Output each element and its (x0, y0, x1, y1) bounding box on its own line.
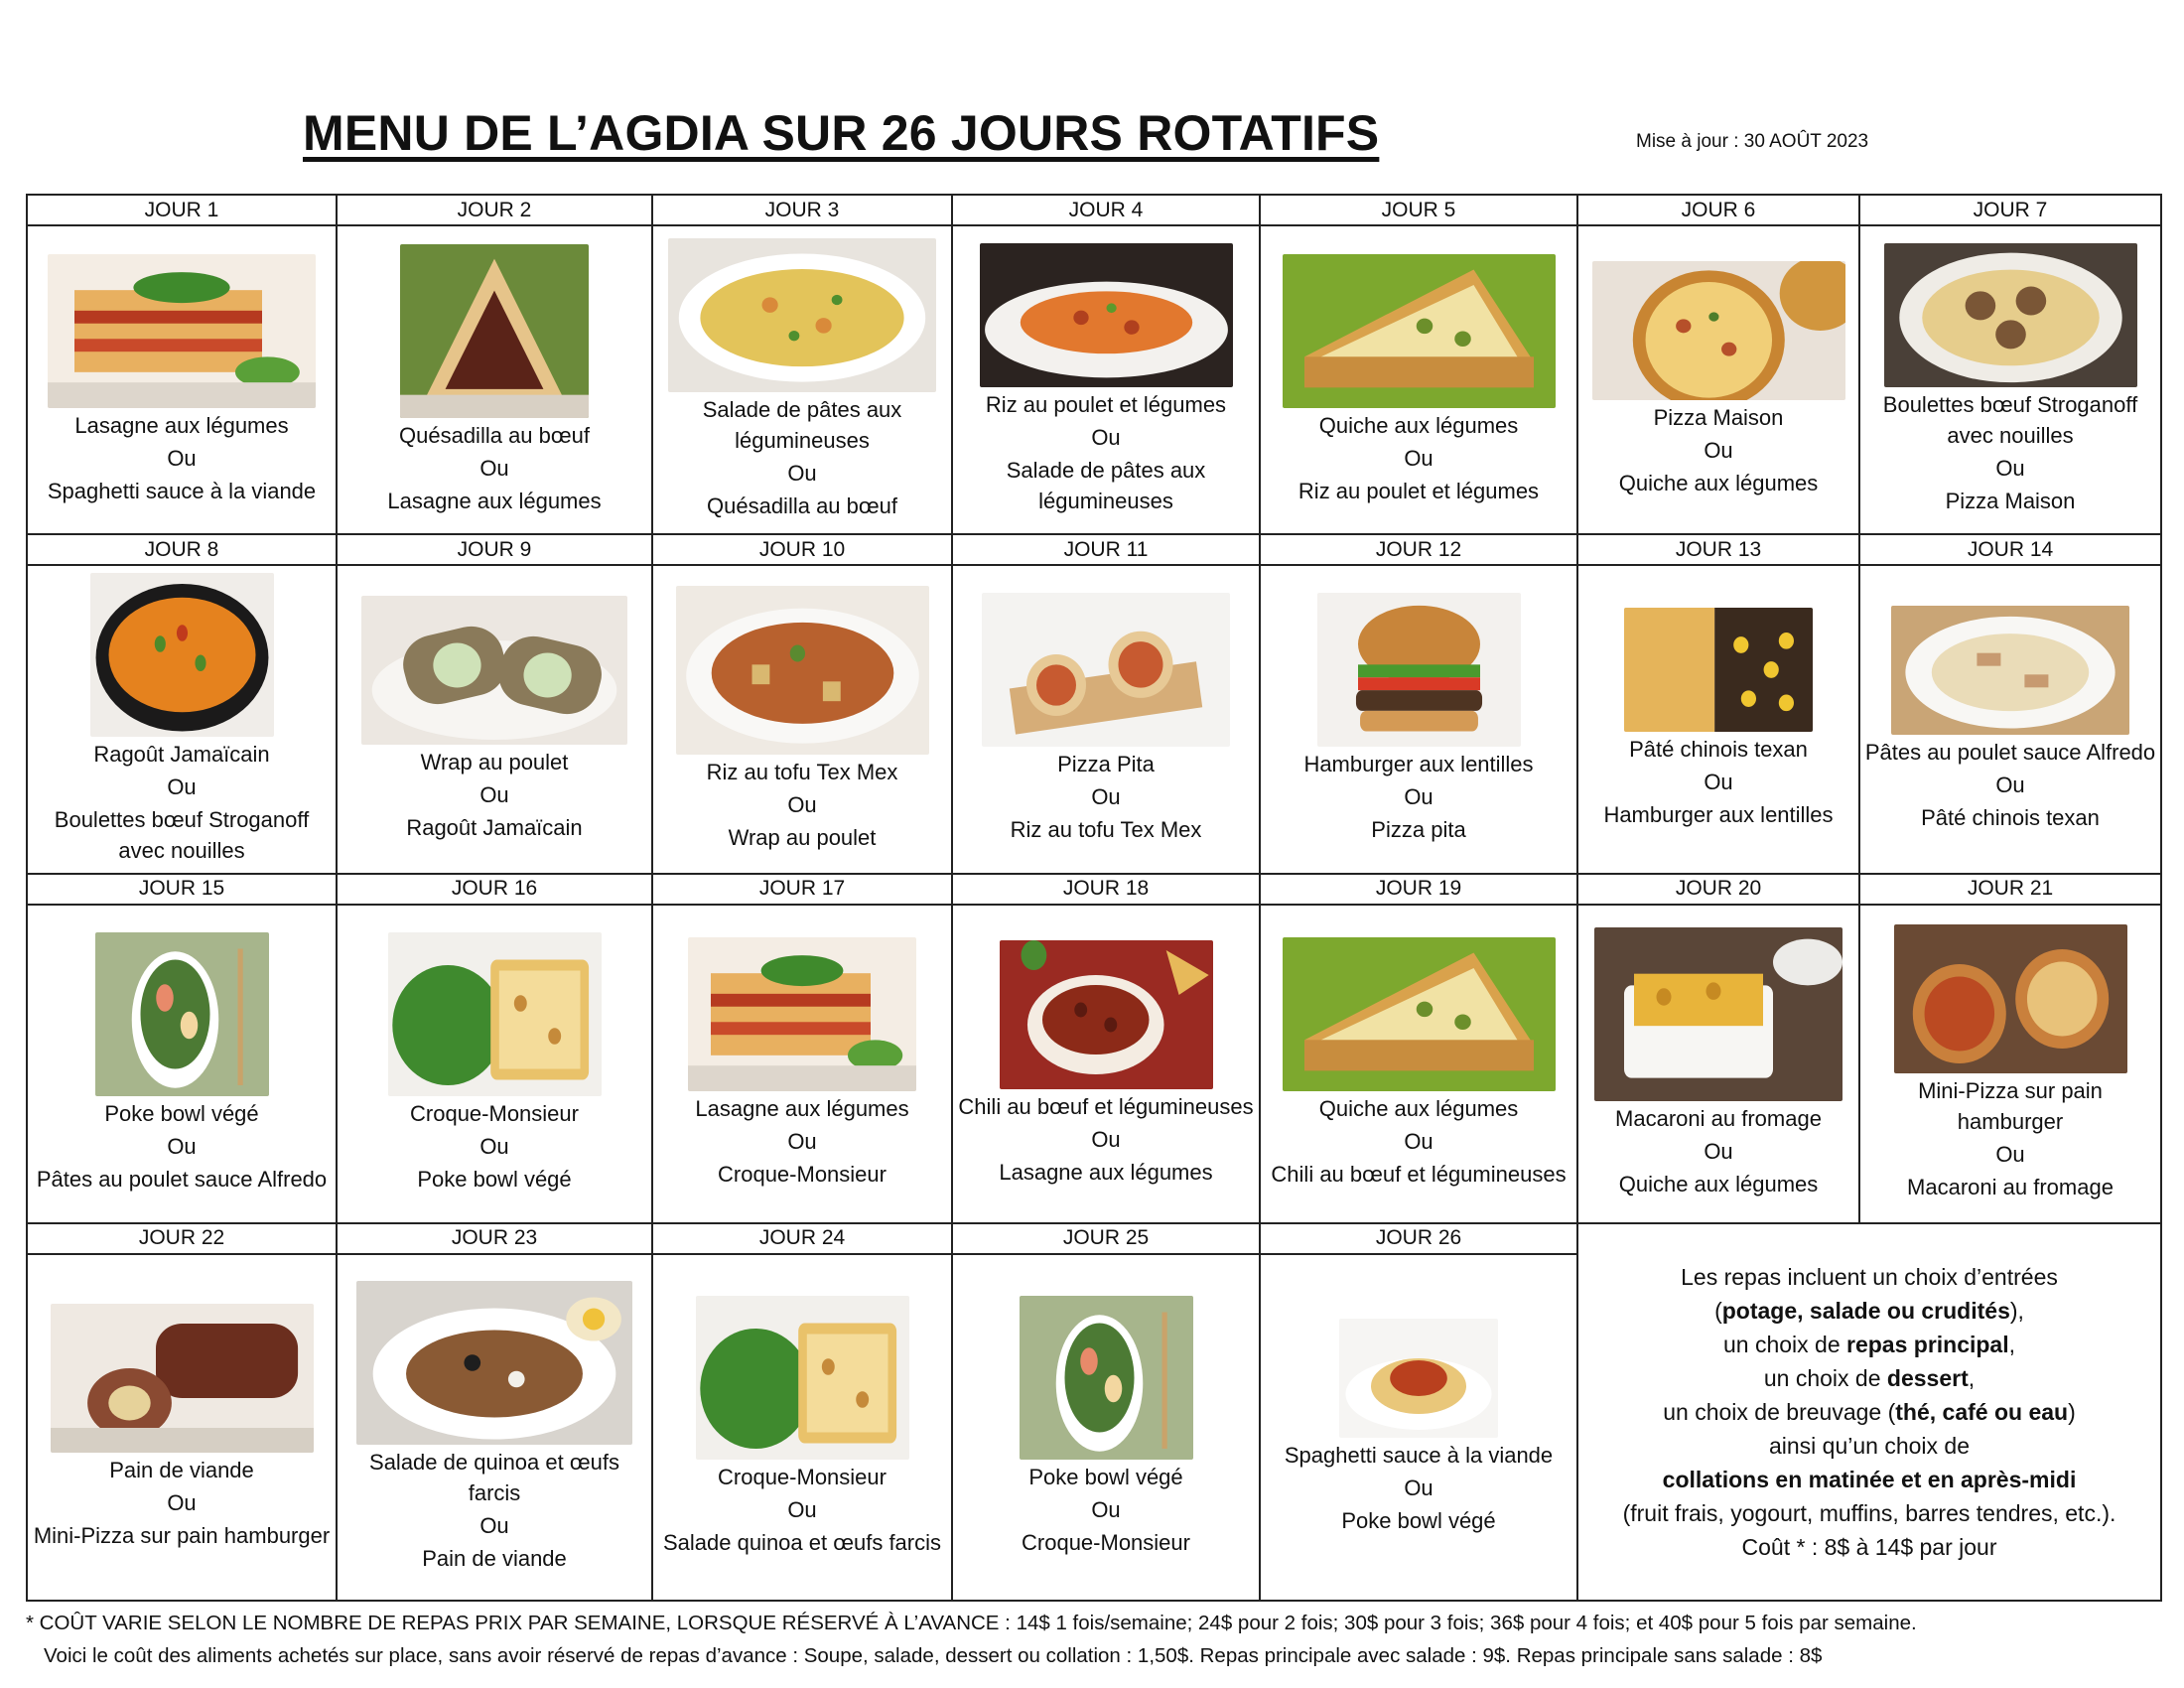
day-cell (1577, 225, 1859, 534)
or-label: Ou (167, 445, 197, 471)
day-label: JOUR 16 (337, 874, 652, 905)
pasta-salad-photo (668, 238, 936, 392)
day-cell (27, 225, 337, 534)
croque-photo (388, 932, 602, 1096)
dish-option-2: Quésadilla au bœuf (707, 493, 897, 519)
meal-info-box (1577, 1223, 2161, 1601)
dish-option-2: Chili au bœuf et légumineuses (1271, 1162, 1567, 1188)
chicken-rice-photo (980, 243, 1233, 387)
update-date: Mise à jour : 30 AOÛT 2023 (1636, 131, 1869, 152)
alfredo-photo (1891, 606, 2129, 735)
dish-option-2: Pâté chinois texan (1921, 804, 2100, 830)
dish-option-2: Mini-Pizza sur pain hamburger (33, 1522, 331, 1548)
or-label: Ou (479, 455, 509, 481)
day-label: JOUR 25 (952, 1223, 1260, 1254)
quiche-photo (1283, 254, 1556, 408)
dish-option-1: Lasagne aux légumes (695, 1096, 909, 1122)
dish-option-1: Hamburger aux lentilles (1303, 752, 1534, 777)
day-label: JOUR 22 (27, 1223, 337, 1254)
dish-option-1: Chili au bœuf et légumineuses (958, 1093, 1254, 1119)
day-cell (652, 565, 952, 874)
or-label: Ou (167, 774, 197, 799)
tofu-rice-photo (676, 586, 929, 755)
pita-pizza-photo (982, 593, 1230, 747)
pizza-photo (1592, 261, 1845, 400)
poke-bowl-photo (95, 932, 269, 1096)
info-line: un choix de breuvage (thé, café ou eau) (1663, 1398, 2076, 1425)
info-line: (potage, salade ou crudités), (1714, 1297, 2024, 1324)
info-line: un choix de dessert, (1763, 1364, 1976, 1391)
dish-option-2: Croque-Monsieur (718, 1162, 887, 1188)
day-label: JOUR 20 (1577, 874, 1859, 905)
day-label: JOUR 21 (1859, 874, 2161, 905)
or-label: Ou (1091, 784, 1121, 810)
day-label: JOUR 14 (1859, 534, 2161, 565)
or-label: Ou (1995, 1142, 2025, 1168)
poke-bowl-photo (1020, 1296, 1193, 1460)
day-cell (337, 905, 652, 1223)
dish-option-1: Poke bowl végé (104, 1101, 259, 1127)
page-title: MENU DE L’AGDIA SUR 26 JOURS ROTATIFS (303, 105, 1380, 161)
or-label: Ou (787, 461, 817, 487)
or-label: Ou (479, 781, 509, 807)
info-line: ainsi qu’un choix de (1768, 1432, 1971, 1459)
dish-option-1: Quésadilla au bœuf (399, 422, 590, 448)
day-cell (337, 1254, 652, 1601)
dish-option-2: Lasagne aux légumes (387, 488, 602, 513)
day-label: JOUR 12 (1260, 534, 1577, 565)
lasagna-photo (688, 937, 916, 1091)
day-cell (952, 905, 1260, 1223)
or-label: Ou (1404, 1129, 1433, 1155)
dish-option-2: Pâtes au poulet sauce Alfredo (36, 1167, 328, 1193)
dish-option-1: Salade de quinoa et œufs farcis (369, 1449, 619, 1505)
day-cell (27, 905, 337, 1223)
day-cell (1859, 565, 2161, 874)
or-label: Ou (1404, 1475, 1433, 1500)
quiche-photo (1283, 937, 1556, 1091)
dish-option-2: Riz au poulet et légumes (1297, 478, 1540, 503)
info-line: (fruit frais, yogourt, muffins, barres tendres, etc.). (1622, 1499, 2116, 1526)
or-label: Ou (787, 1497, 817, 1523)
day-label: JOUR 13 (1577, 534, 1859, 565)
footer-line-2: Voici le coût des aliments achetés sur place, sans avoir réservé de repas d’avance : Soupe, salade, dessert ou collation : 1,50$. Repas principale avec salade : 9$. Repas principale sans salade : 8$ (44, 1644, 1823, 1667)
dish-option-2: Macaroni au fromage (1907, 1175, 2114, 1200)
or-label: Ou (1091, 1497, 1121, 1523)
dish-option-1: Boulettes bœuf Stroganoff avec nouilles (1882, 392, 2138, 449)
day-cell (952, 225, 1260, 534)
dish-option-2: Riz au tofu Tex Mex (1010, 817, 1202, 843)
day-label: JOUR 23 (337, 1223, 652, 1254)
quinoa-salad-photo (356, 1281, 632, 1445)
dish-option-1: Salade de pâtes aux légumineuses (702, 397, 902, 454)
day-cell (952, 1254, 1260, 1601)
info-line: Les repas incluent un choix d’entrées (1681, 1263, 2058, 1290)
day-cell (652, 225, 952, 534)
meatloaf-photo (51, 1304, 314, 1453)
dish-option-2: Ragoût Jamaïcain (406, 814, 583, 840)
day-label: JOUR 17 (652, 874, 952, 905)
or-label: Ou (1995, 456, 2025, 482)
or-label: Ou (1704, 770, 1733, 795)
dish-option-2: Pizza pita (1371, 817, 1466, 843)
day-cell (652, 1254, 952, 1601)
wrap-photo (361, 596, 627, 745)
day-label: JOUR 10 (652, 534, 952, 565)
dish-option-2: Croque-Monsieur (1022, 1530, 1190, 1556)
or-label: Ou (1995, 772, 2025, 797)
day-label: JOUR 7 (1859, 195, 2161, 225)
or-label: Ou (167, 1134, 197, 1160)
day-label: JOUR 5 (1260, 195, 1577, 225)
day-label: JOUR 4 (952, 195, 1260, 225)
dish-option-1: Pizza Pita (1057, 752, 1155, 777)
dish-option-1: Quiche aux légumes (1318, 1096, 1519, 1122)
day-cell (337, 565, 652, 874)
or-label: Ou (1091, 1126, 1121, 1152)
day-cell (1260, 1254, 1577, 1601)
dish-option-1: Wrap au poulet (420, 749, 569, 774)
day-cell (27, 1254, 337, 1601)
day-label: JOUR 6 (1577, 195, 1859, 225)
dish-option-2: Poke bowl végé (1341, 1507, 1496, 1533)
dish-option-1: Pâté chinois texan (1629, 737, 1808, 763)
day-label: JOUR 26 (1260, 1223, 1577, 1254)
dish-option-1: Spaghetti sauce à la viande (1284, 1442, 1554, 1468)
dish-option-2: Pizza Maison (1945, 489, 2076, 514)
day-label: JOUR 15 (27, 874, 337, 905)
meatballs-noodles-photo (1884, 243, 2137, 387)
day-label: JOUR 1 (27, 195, 337, 225)
dish-option-1: Poke bowl végé (1028, 1465, 1183, 1490)
dish-option-1: Pizza Maison (1653, 405, 1784, 431)
info-line: collations en matinée et en après-midi (1662, 1466, 2077, 1492)
day-cell (1260, 905, 1577, 1223)
dish-option-2: Wrap au poulet (728, 824, 877, 850)
day-cell (1260, 225, 1577, 534)
spaghetti-photo (1339, 1319, 1498, 1438)
day-cell (27, 565, 337, 874)
dish-option-2: Boulettes bœuf Stroganoff avec nouilles (54, 806, 310, 863)
day-label: JOUR 2 (337, 195, 652, 225)
day-label: JOUR 3 (652, 195, 952, 225)
dish-option-2: Lasagne aux légumes (999, 1159, 1213, 1185)
stew-photo (90, 573, 274, 737)
dish-option-1: Macaroni au fromage (1615, 1106, 1822, 1132)
lasagna-photo (48, 254, 316, 408)
dish-option-1: Riz au tofu Tex Mex (706, 759, 898, 784)
dish-option-1: Quiche aux légumes (1318, 412, 1519, 438)
dish-option-2: Salade de pâtes aux légumineuses (1006, 458, 1206, 514)
dish-option-1: Ragoût Jamaïcain (93, 741, 270, 767)
pricing-footer (26, 1607, 1917, 1672)
quesadilla-photo (400, 244, 589, 418)
day-label: JOUR 9 (337, 534, 652, 565)
day-cell (1260, 565, 1577, 874)
day-cell (1859, 905, 2161, 1223)
dish-option-2: Quiche aux légumes (1618, 471, 1819, 496)
or-label: Ou (787, 791, 817, 817)
or-label: Ou (1091, 425, 1121, 451)
or-label: Ou (167, 1489, 197, 1515)
day-label: JOUR 8 (27, 534, 337, 565)
info-cost: Coût * : 8$ à 14$ par jour (1741, 1533, 1997, 1560)
dish-option-2: Quiche aux légumes (1618, 1172, 1819, 1197)
mac-cheese-photo (1594, 927, 1843, 1101)
footer-line-1: * COÛT VARIE SELON LE NOMBRE DE REPAS PRIX PAR SEMAINE, LORSQUE RÉSERVÉ À L’AVANCE : 14$ 1 fois/semaine; 24$ pour 2 fois; 30$ pour 3 fois; 36$ pour 4 fois; et 40$ pour 5 fois par semaine. (26, 1612, 1917, 1634)
dish-option-1: Pain de viande (109, 1457, 254, 1482)
dish-option-1: Pâtes au poulet sauce Alfredo (1864, 739, 2156, 765)
or-label: Ou (1704, 438, 1733, 464)
menu-table (26, 194, 2162, 1602)
burger-photo (1317, 593, 1521, 747)
day-cell (1577, 565, 1859, 874)
dish-option-1: Lasagne aux légumes (74, 412, 289, 438)
dish-option-1: Riz au poulet et légumes (985, 392, 1227, 418)
or-label: Ou (1704, 1139, 1733, 1165)
shepherds-pie-photo (1624, 608, 1813, 732)
dish-option-1: Croque-Monsieur (410, 1101, 579, 1127)
or-label: Ou (479, 1512, 509, 1538)
dish-option-1: Mini-Pizza sur pain hamburger (1918, 1078, 2103, 1135)
day-label: JOUR 18 (952, 874, 1260, 905)
day-cell (1577, 905, 1859, 1223)
dish-option-2: Poke bowl végé (417, 1167, 572, 1193)
dish-option-2: Salade quinoa et œufs farcis (662, 1530, 942, 1556)
mini-pizza-photo (1894, 924, 2127, 1073)
or-label: Ou (1404, 784, 1433, 810)
day-label: JOUR 24 (652, 1223, 952, 1254)
croque-photo (696, 1296, 909, 1460)
day-cell (337, 225, 652, 534)
day-label: JOUR 19 (1260, 874, 1577, 905)
dish-option-1: Croque-Monsieur (718, 1465, 887, 1490)
info-line: un choix de repas principal, (1722, 1331, 2016, 1357)
day-cell (1859, 225, 2161, 534)
dish-option-2: Spaghetti sauce à la viande (47, 478, 317, 503)
or-label: Ou (1404, 445, 1433, 471)
chili-photo (1000, 940, 1213, 1089)
day-cell (652, 905, 952, 1223)
day-cell (952, 565, 1260, 874)
dish-option-2: Pain de viande (422, 1545, 567, 1571)
dish-option-2: Hamburger aux lentilles (1603, 802, 1834, 828)
day-label: JOUR 11 (952, 534, 1260, 565)
or-label: Ou (787, 1129, 817, 1155)
or-label: Ou (479, 1134, 509, 1160)
